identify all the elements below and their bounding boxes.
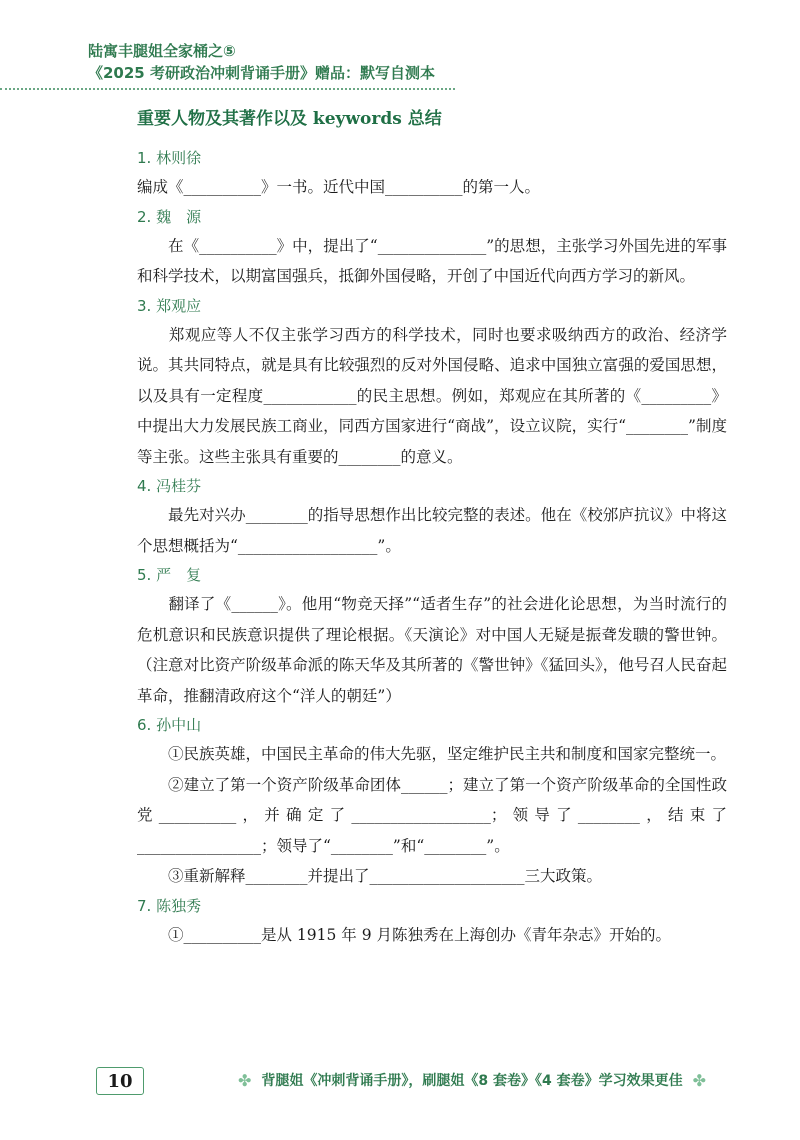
- person-heading: 2. 魏 源: [137, 207, 202, 226]
- person-heading: 7. 陈独秀: [137, 896, 202, 915]
- header-line-1: 陆寓丰腿姐全家桶之⑤: [88, 42, 236, 60]
- page-header: [88, 40, 435, 84]
- person-4: [137, 472, 727, 561]
- person-1: [137, 144, 727, 203]
- page-number: 10: [107, 1070, 133, 1092]
- person-paragraph: 在《__________》中，提出了“______________”的思想，主张学习外国先进的军事和科学技术，以期富国强兵，抵御外国侵略，开创了中国近代向西方学习的新风。: [137, 236, 727, 285]
- section-title: 重要人物及其著作以及 keywords 总结: [137, 109, 442, 129]
- person-5: [137, 561, 727, 711]
- person-paragraph: ③重新解释________并提出了____________________三大政策。: [137, 867, 603, 885]
- person-paragraph: ②建立了第一个资产阶级革命团体______；建立了第一个资产阶级革命的全国性政党__________，并确定了__________________；领导了________，结束了________________；领导了“________”和“________”。: [137, 775, 727, 855]
- person-6: [137, 711, 727, 892]
- person-heading: 4. 冯桂芬: [137, 477, 202, 495]
- person-7: [137, 892, 727, 951]
- clover-icon: ✤: [692, 1070, 707, 1090]
- person-heading: 5. 严 复: [137, 566, 202, 584]
- person-heading: 1. 林则徐: [137, 149, 202, 167]
- page-footer: [238, 1070, 706, 1090]
- person-paragraph: ①民族英雄，中国民主革命的伟大先驱，坚定维护民主共和制度和国家完整统一。: [137, 745, 727, 763]
- header-dotted-rule: [0, 88, 455, 90]
- person-paragraph: ①__________是从 1915 年 9 月陈独秀在上海创办《青年杂志》开始的。: [137, 925, 672, 944]
- header-line-2: 《2025 考研政治冲刺背诵手册》赠品：默写自测本: [88, 64, 435, 82]
- person-paragraph: 最先对兴办________的指导思想作出比较完整的表述。他在《校邠庐抗议》中将这个思想概括为“__________________”。: [137, 506, 727, 555]
- person-paragraph: 编成《__________》一书。近代中国__________的第一人。: [137, 178, 541, 196]
- person-heading: 6. 孙中山: [137, 716, 202, 734]
- page-number-box: [96, 1067, 144, 1095]
- clover-icon: ✤: [238, 1070, 252, 1090]
- person-paragraph: 翻译了《______》。他用“物竞天择”“适者生存”的社会进化论思想，为当时流行的危机意识和民族意识提供了理论根据。《天演论》对中国人无疑是振聋发聩的警世钟。（注意对比资产阶级革命派的陈天华及其所著的《警世钟》《猛回头》，他号召人民奋起革命，推翻清政府这个“洋人的朝廷”）: [137, 595, 727, 705]
- person-heading: 3. 郑观应: [137, 296, 202, 315]
- footer-text: 背腿姐《冲刺背诵手册》，刷腿姐《8 套卷》《4 套卷》学习效果更佳: [261, 1073, 683, 1089]
- person-3: [137, 292, 727, 473]
- person-2: [137, 203, 727, 292]
- person-paragraph: 郑观应等人不仅主张学习西方的科学技术，同时也要求吸纳西方的政治、经济学说。其共同特点，就是具有比较强烈的反对外国侵略、追求中国独立富强的爱国思想，以及具有一定程度____________的民主思想。例如，郑观应在其所著的《_________》中提出大力发展民族工商业，同西方国家进行“商战”，设立议院，实行“________”制度等主张。这些主张具有重要的________的意义。: [137, 325, 727, 466]
- main-content: [137, 100, 727, 950]
